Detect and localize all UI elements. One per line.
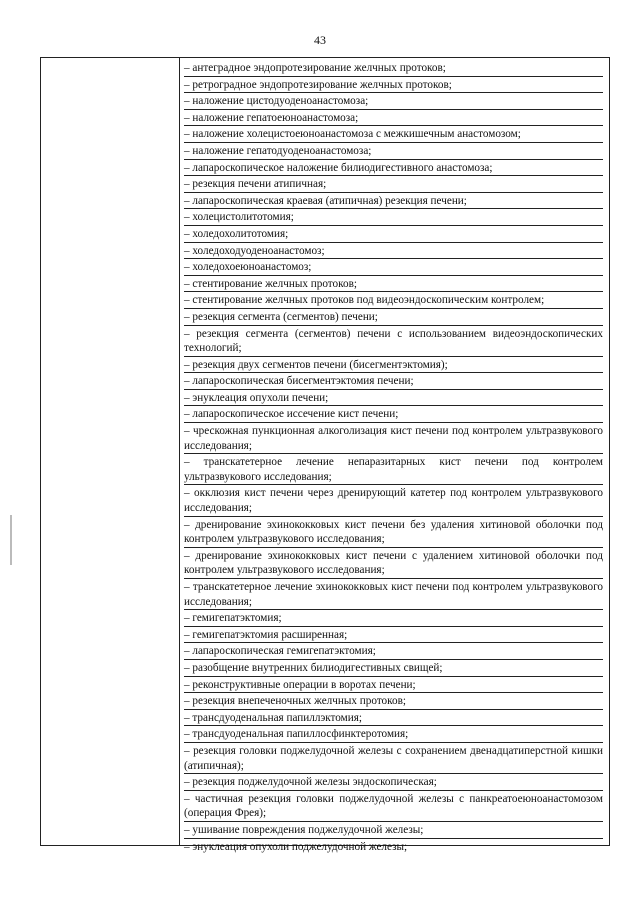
procedure-item: – резекция сегмента (сегментов) печени; <box>184 309 603 326</box>
procedure-list <box>180 58 609 854</box>
procedure-item: – гемигепатэктомия расширенная; <box>184 627 603 644</box>
procedure-item: – транскатетерное лечение непаразитарных кист печени под контролем ультразвукового исследования; <box>184 454 603 485</box>
procedure-item: – лапароскопическое наложение билиодигестивного анастомоза; <box>184 160 603 177</box>
procedure-item: – энуклеация опухоли поджелудочной железы; <box>184 840 408 853</box>
procedure-item: – резекция двух сегментов печени (бисегментэктомия); <box>184 357 603 374</box>
procedure-item: – холедохоеюноанастомоз; <box>184 259 603 276</box>
procedure-item: – стентирование желчных протоков под видеоэндоскопическим контролем; <box>184 292 603 309</box>
procedure-item: – дренирование эхинококковых кист печени с удалением хитиновой оболочки под контролем ультразвукового исследования; <box>184 548 603 579</box>
procedure-item: – чрескожная пункционная алкоголизация кист печени под контролем ультразвукового исследования; <box>184 423 603 454</box>
procedure-item: – энуклеация опухоли печени; <box>184 390 603 407</box>
scan-edge-mark <box>10 515 12 565</box>
procedure-item: – лапароскопическая бисегментэктомия печени; <box>184 373 603 390</box>
procedure-item: – окклюзия кист печени через дренирующий катетер под контролем ультразвукового исследования; <box>184 485 603 516</box>
procedure-item: – ушивание повреждения поджелудочной железы; <box>184 822 603 839</box>
procedure-item: – ретроградное эндопротезирование желчных протоков; <box>184 77 603 94</box>
procedure-item: – лапароскопическое иссечение кист печени; <box>184 406 603 423</box>
procedure-item: – резекция сегмента (сегментов) печени с использованием видеоэндоскопических технологий; <box>184 326 603 357</box>
procedure-item: – реконструктивные операции в воротах печени; <box>184 677 603 694</box>
left-empty-cell <box>41 58 180 845</box>
procedure-item: – гемигепатэктомия; <box>184 610 603 627</box>
procedure-item: – антеградное эндопротезирование желчных протоков; <box>184 60 603 77</box>
procedure-item: – лапароскопическая гемигепатэктомия; <box>184 643 603 660</box>
procedure-item: – разобщение внутренних билиодигестивных свищей; <box>184 660 603 677</box>
procedure-item: – резекция печени атипичная; <box>184 176 603 193</box>
procedure-item: – лапароскопическая краевая (атипичная) резекция печени; <box>184 193 603 210</box>
procedure-item: – холедохолитотомия; <box>184 226 603 243</box>
procedure-item: – резекция поджелудочной железы эндоскопическая; <box>184 774 603 791</box>
procedure-item: – наложение холецистоеюноанастомоза с межкишечным анастомозом; <box>184 126 603 143</box>
procedure-item: – холецистолитотомия; <box>184 209 603 226</box>
procedure-item: – резекция внепеченочных желчных протоков; <box>184 693 603 710</box>
procedures-cell <box>180 58 609 853</box>
procedure-item: – холедоходуоденоанастомоз; <box>184 243 603 260</box>
procedure-item: – трансдуоденальная папиллэктомия; <box>184 710 603 727</box>
procedure-item: – трансдуоденальная папиллосфинктеротомия; <box>184 726 603 743</box>
procedure-item: – частичная резекция головки поджелудочной железы с панкреатоеюноанастомозом (операция Фрея); <box>184 791 603 822</box>
procedure-item: – резекция головки поджелудочной железы с сохранением двенадцатиперстной кишки (атипичная); <box>184 743 603 774</box>
page-number: 43 <box>314 33 326 47</box>
procedure-item: – наложение гепатоеюноанастомоза; <box>184 110 603 127</box>
procedures-table <box>40 57 610 853</box>
procedure-item: – стентирование желчных протоков; <box>184 276 603 293</box>
procedure-item: – наложение цистодуоденоанастомоза; <box>184 93 603 110</box>
procedure-item: – наложение гепатодуоденоанастомоза; <box>184 143 603 160</box>
procedure-item: – дренирование эхинококковых кист печени без удаления хитиновой оболочки под контролем ультразвукового исследования; <box>184 517 603 548</box>
procedure-item: – транскатетерное лечение эхинококковых кист печени под контролем ультразвукового исследования; <box>184 579 603 610</box>
